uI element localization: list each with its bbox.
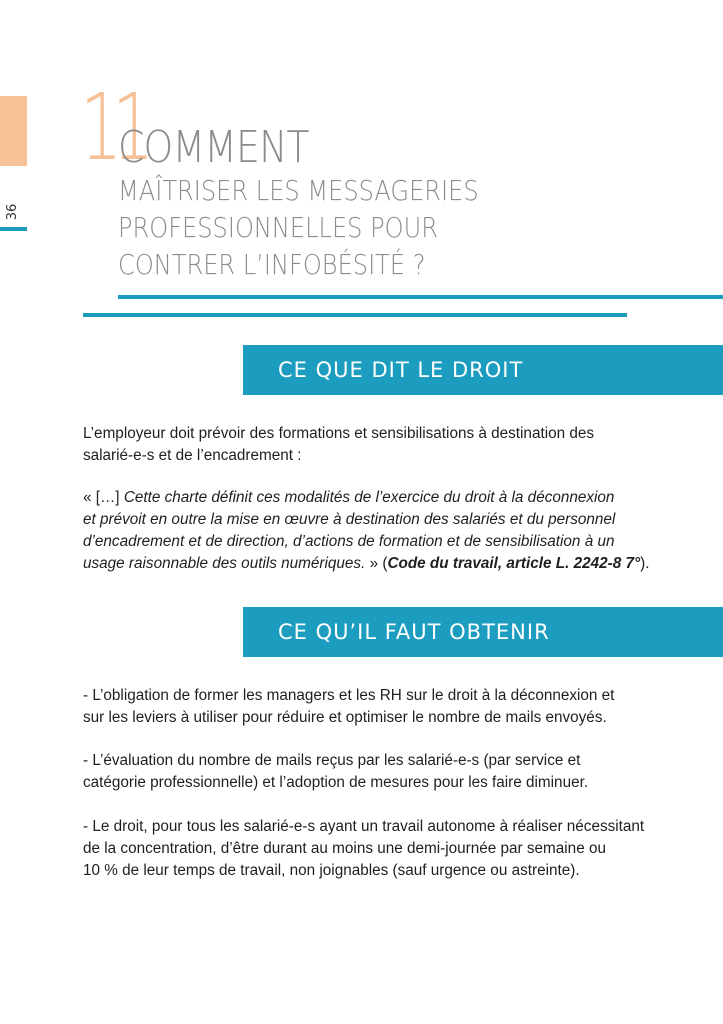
quote-open: « […] <box>83 489 124 506</box>
quote-line <box>83 487 683 509</box>
page-number: 36 <box>5 203 20 221</box>
quote-text: Cette charte définit ces modalités de l’exercice du droit à la déconnexion <box>123 489 615 506</box>
side-accent-bar <box>0 96 27 166</box>
title-rule-top <box>118 295 723 299</box>
quote-text: et prévoit en outre la mise en œuvre à destination des salariés et du personnel <box>83 511 616 528</box>
list-item-line: sur les leviers à utiliser pour réduire et optimiser le nombre de mails envoyés. <box>83 709 607 726</box>
list-item-line: de la concentration, d’être durant au moins une demi-journée par semaine ou <box>83 840 606 857</box>
subtitle-line: PROFESSIONNELLES POUR <box>118 211 438 244</box>
list-item-line: catégorie professionnelle) et l’adoption de mesures pour les faire diminuer. <box>83 774 589 791</box>
page-subtitle <box>118 172 600 283</box>
section-heading-law: CE QUE DIT LE DROIT <box>243 345 723 395</box>
page-number-rule <box>0 227 27 231</box>
quote-line <box>83 553 683 575</box>
quote-text: usage raisonnable des outils numériques. <box>83 555 366 572</box>
list-item <box>83 685 683 729</box>
subtitle-line: MAÎTRISER LES MESSAGERIES <box>118 174 479 207</box>
list-item-line: - L’évaluation du nombre de mails reçus par les salarié-e-s (par service et <box>83 752 581 769</box>
subtitle-line: CONTRER L’INFOBÉSITÉ ? <box>118 248 426 281</box>
intro-line: salarié-e-s et de l’encadrement : <box>83 447 302 464</box>
list-item-line: - L’obligation de former les managers et les RH sur le droit à la déconnexion et <box>83 687 615 704</box>
list-item-line: - Le droit, pour tous les salarié-e-s ayant un travail autonome à réaliser nécessitant <box>83 818 645 835</box>
list-item-line: 10 % de leur temps de travail, non joignables (sauf urgence ou astreinte). <box>83 862 580 879</box>
quote-end: ). <box>640 555 650 572</box>
legal-citation: Code du travail, article L. 2242-8 7° <box>387 555 641 572</box>
title-rule-bottom <box>83 313 627 317</box>
quote-close: » ( <box>365 555 388 572</box>
list-item <box>83 750 683 794</box>
section-heading-goals: CE QU’IL FAUT OBTENIR <box>243 607 723 657</box>
legal-quote <box>83 487 683 575</box>
intro-paragraph <box>83 423 683 467</box>
intro-line: L’employeur doit prévoir des formations et sensibilisations à destination des <box>83 425 595 442</box>
list-item <box>83 816 683 882</box>
chapter-number: 11 <box>80 74 145 181</box>
page-title: COMMENT <box>118 122 309 173</box>
quote-text: d’encadrement et de direction, d’actions de formation et de sensibilisation à un <box>83 533 615 550</box>
